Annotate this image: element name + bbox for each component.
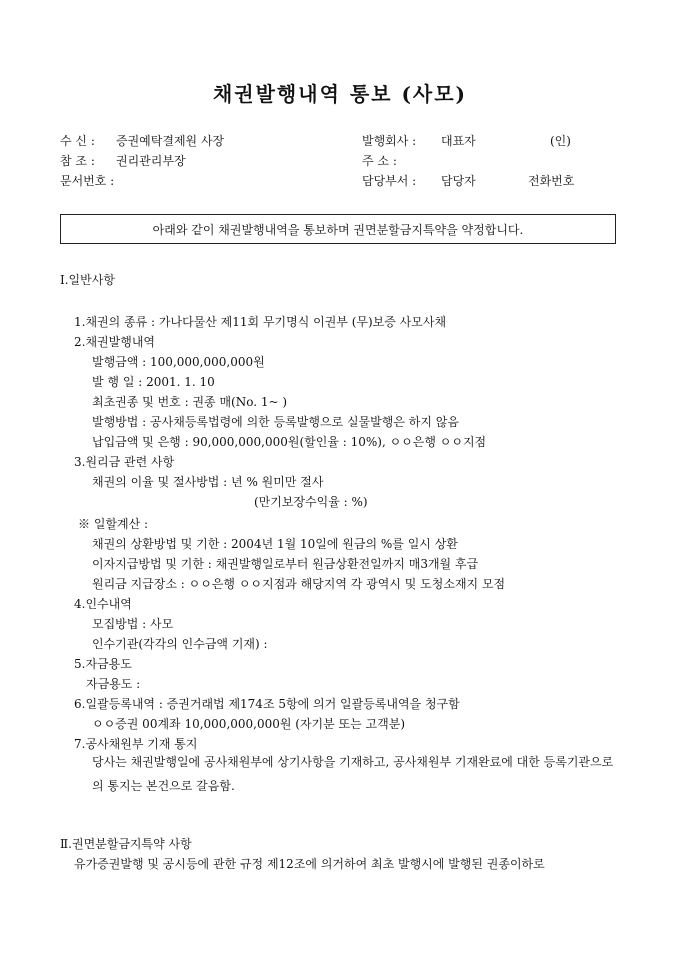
payment-place: 원리금 지급장소 : ㅇㅇ은행 ㅇㅇ지점과 해당지역 각 광역시 및 도청소재지 모점: [92, 577, 506, 591]
daily-calculation: ※ 일할계산 :: [78, 517, 149, 531]
issue-amount: 발행금액 : 100,000,000,000원: [92, 355, 265, 369]
use-of-funds: 자금용도 :: [86, 677, 141, 691]
issuer-representative: 대표자: [441, 134, 476, 148]
redemption-method: 채권의 상환방법 및 기한 : 2004년 1월 10일에 원금의 %를 일시 상환: [92, 537, 458, 551]
bond-type-line: 1.채권의 종류 : 가나다물산 제11회 무기명식 이권부 (무)보증 사모사채: [74, 315, 447, 329]
reference-label: 참 조 :: [60, 154, 95, 168]
section-2-text: 유가증권발행 및 공시등에 관한 규정 제12조에 의거하여 최초 발행시에 발행된 권종이하로: [74, 857, 545, 871]
offering-method: 모집방법 : 사모: [92, 617, 174, 631]
ledger-notice-text: 당사는 채권발행일에 공사채원부에 상기사항을 기재하고, 공사채원부 기재완료에 대한 등록기관으로의 통지는 본건으로 갈음함.: [92, 755, 614, 793]
document-title: 채권발행내역 통보 (사모): [212, 82, 468, 106]
person-in-charge: 담당자: [441, 174, 476, 188]
recipient-value: 증권예탁결제원 사장: [116, 134, 225, 148]
bulk-registration: 6.일괄등록내역 : 증권거래법 제174조 5항에 의거 일괄등록내역을 청구함: [74, 697, 460, 711]
section-2-heading: Ⅱ.권면분할금지특약 사항: [60, 837, 192, 851]
phone-label: 전화번호: [528, 174, 575, 188]
denomination-number: 최초권종 및 번호 : 권종 매(No. 1~ ): [92, 395, 288, 409]
notice-text: 아래와 같이 채권발행내역을 통보하며 권면분할금지특약을 약정합니다.: [152, 222, 524, 237]
issuance-details-heading: 2.채권발행내역: [74, 335, 156, 349]
department-label: 담당부서 :: [362, 174, 417, 188]
bulk-registration-account: ㅇㅇ증권 00계좌 10,000,000,000원 (자기분 또는 고객분): [92, 717, 406, 731]
use-of-funds-heading: 5.자금용도: [74, 657, 132, 671]
notice-box: [60, 214, 616, 244]
section-1-heading: Ⅰ.일반사항: [60, 273, 115, 287]
issue-method: 발행방법 : 공사채등록법령에 의한 등록발행으로 실물발행은 하지 않음: [92, 415, 459, 429]
underwriters: 인수기관(각각의 인수금액 기재) :: [92, 637, 268, 651]
document-number-label: 문서번호 :: [60, 174, 115, 188]
ledger-notice-heading: 7.공사채원부 기재 통지: [74, 737, 198, 751]
yield-to-maturity: (만기보장수익율 : %): [254, 495, 368, 509]
recipient-label: 수 신 :: [60, 134, 95, 148]
issue-date: 발 행 일 : 2001. 1. 10: [92, 375, 215, 389]
principal-interest-heading: 3.원리금 관련 사항: [74, 455, 175, 469]
payment-amount-bank: 납입금액 및 은행 : 90,000,000,000원(할인율 : 10%), ㅇㅇ은행 ㅇㅇ지점: [92, 435, 487, 449]
seal-mark: (인): [550, 134, 571, 148]
underwriting-heading: 4.인수내역: [74, 597, 132, 611]
address-label: 주 소 :: [362, 154, 397, 168]
issuer-label: 발행회사 :: [362, 134, 417, 148]
reference-value: 권리관리부장: [116, 154, 186, 168]
interest-rate-line: 채권의 이율 및 절사방법 : 년 % 원미만 절사: [92, 475, 324, 489]
interest-payment-method: 이자지급방법 및 기한 : 채권발행일로부터 원금상환전일까지 매3개월 후급: [92, 557, 479, 571]
